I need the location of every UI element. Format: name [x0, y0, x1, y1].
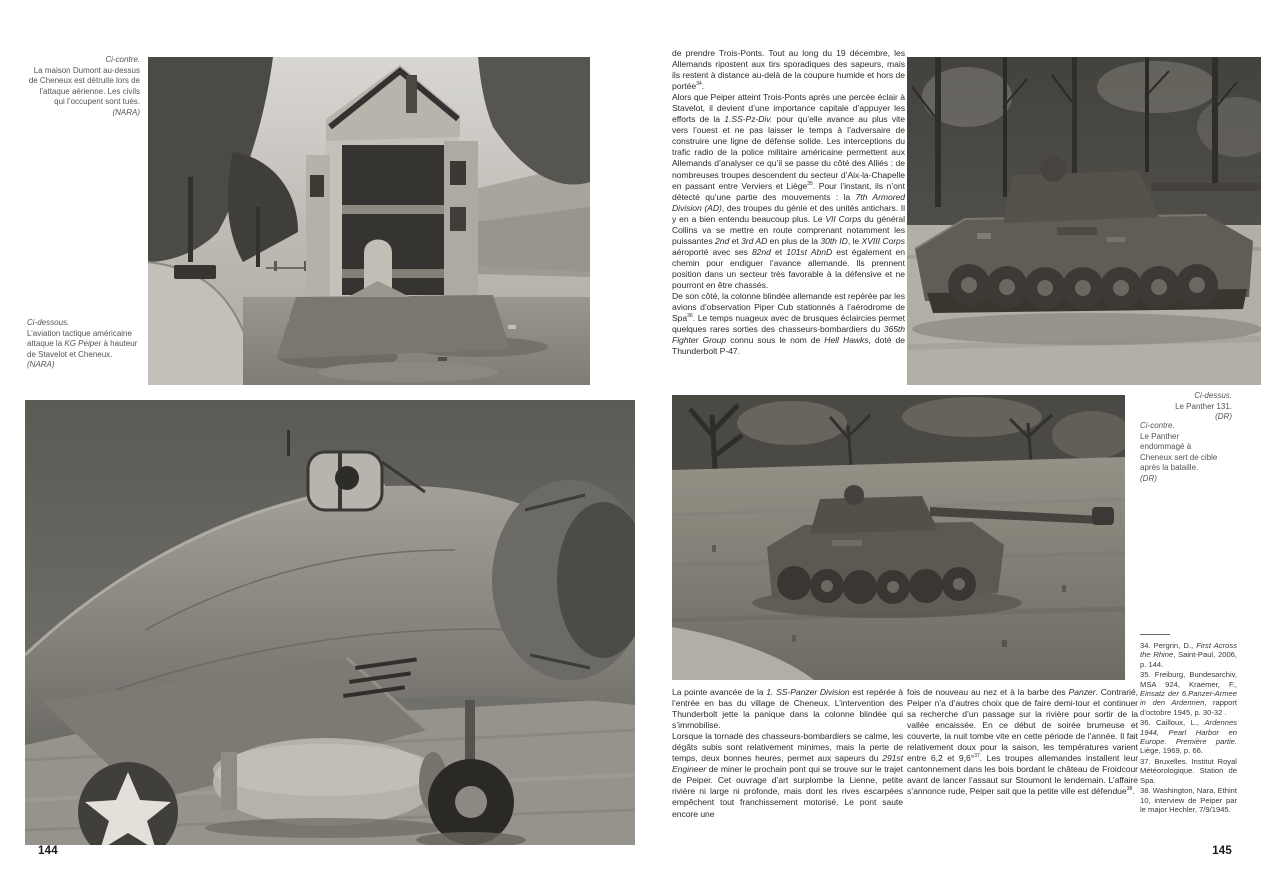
- footnote: 38. Washington, Nara, Ethint 10, interview de Peiper par le major Hechler, 7/9/1945.: [1140, 786, 1237, 815]
- photo-ruined-house: [148, 57, 590, 385]
- paragraph: fois de nouveau au nez et à la barbe des Panzer. Contrarié, Peiper n’a d’autres choix que de faire demi-tour et continuer sa recherche d’un passage sur la rivière pour sortir de la vallée encaissée. En ce début de soirée brumeuse et couverte, la nuit tombe vite en cette période de l’année. Il fait relativement doux pour la saison, les températures varient entre 6,2 et 9,6°$^{37}$. Les troupes allemandes installent leur cantonnement dans les bois bordant le château de Froidcour avant de lancer l’assaut sur Stoumont le lendemain. L’affaire s’annonce rude, Peiper sait que la petite ville est défendue$^{38}$.: [907, 687, 1139, 797]
- footnotes-column: [1140, 641, 1237, 816]
- photo-panther-131: [907, 57, 1261, 385]
- paragraph: de prendre Trois-Ponts. Tout au long du 19 décembre, les Allemands ripostent aux tirs sporadiques des sapeurs, mais ils restent à distance au-delà de la coupure humide et hors de portée$^{34}$.: [672, 48, 905, 92]
- caption-aviation-attack: Ci-dessous. L’aviation tactique américaine attaque la KG Peiper à hauteur de Stavelot et Cheneux. (NARA): [27, 318, 138, 370]
- caption-panther-131: Ci-dessus. Le Panther 131. (DR): [1175, 391, 1232, 422]
- paragraph: La pointe avancée de la 1. SS-Panzer Division est repérée à l’entrée en bas du village de Cheneux. L’intervention des Thunderbolt jette la panique dans la colonne blindée qui s’immobilise.: [672, 687, 904, 731]
- photo-p47-thunderbolt: [25, 400, 635, 845]
- caption-panther-target: Ci-contre. Le Panther endommagé à Cheneux sert de cible après la bataille. (DR): [1140, 421, 1218, 483]
- footnote: 37. Bruxelles. Institut Royal Météorologique. Station de Spa.: [1140, 757, 1237, 785]
- paragraph: De son côté, la colonne blindée allemande est repérée par les avions d’observation Piper Cub stationnés à l’aérodrome de Spa$^{36}$. Le temps nuageux avec de brusques éclaircies permet quelques rares sorties des chasseurs-bombardiers du 365th Fighter Group connu sous le nom de Hell Hawks, doté de Thunderbolt P-47.: [672, 291, 905, 357]
- photo-panther-field: [672, 395, 1125, 680]
- page-number-145: 145: [1212, 845, 1232, 857]
- footnote: 35. Freiburg, Bundesarchiv, MSA 924, Kraemer, F., Einsatz der 6.Panzer-Armee in den Ardennen, rapport d’octobre 1945, p. 30-32 .: [1140, 670, 1237, 717]
- page-number-144: 144: [38, 845, 58, 857]
- paragraph: Alors que Peiper atteint Trois-Ponts après une percée éclair à Stavelot, il devient d’une importance capitale d’appuyer les efforts de la 1.SS-Pz-Div. pour qu’elle avance au plus vite vers l’ouest et ne pas laisser le temps à l’adversaire de construire une ligne de défense solide. Les interceptions du trafic radio de la police militaire américaine permettent aux Allemands d’analyser ce qu’il se passe du côté des Alliés : de nombreuses troupes descendent du secteur d’Aix-la-Chapelle en passant entre Verviers et Liège$^{35}$. Pour l’instant, ils n’ont détecté qu’une partie des mouvements : la 7th Armored Division (AD), des troupes du génie et des unités antichars. Il y en a bien entendu beaucoup plus. Le VII Corps du général Collins va se mettre en route comprenant notamment les puissantes 2nd et 3rd AD en plus de la 30th ID, le XVIII Corps aéroporté avec ses 82nd et 101st AbnD est également en chemin pour endiguer l’avance allemande. Ils prennent position dans un secteur très favorable à la défensive et ne pourront en être chassés.: [672, 92, 906, 290]
- footnote-rule: [1140, 634, 1170, 635]
- paragraph: Lorsque la tornade des chasseurs-bombardiers se calme, les dégâts subis sont relativement minimes, mais la perte de temps, deux bonnes heures, permet aux sapeurs du 291st Engineer de miner le prochain pont qui se trouve sur le trajet de Peiper. Cet ouvrage d’art surplombe la Lienne, petite rivière ni large ni profonde, mais dont les rives escarpées empêchent tout franchissement motorisé. Le pont saute encore une: [672, 731, 903, 819]
- caption-ruined-house: Ci-contre. La maison Dumont au-dessus de Cheneux est détruite lors de l’attaque aérienne. Les civils qui l’occupent sont tués. (NARA): [28, 55, 140, 117]
- bottom-right-text-column: [907, 687, 1138, 797]
- main-text-column: [672, 48, 905, 357]
- footnote: 36. Cailloux, L., Ardennes 1944, Pearl Harbor en Europe. Première partie. Liège, 1969, p. 66.: [1140, 718, 1237, 756]
- footnote: 34. Pergrin, D., First Across the Rhine, Saint-Paul, 2006, p. 144.: [1140, 641, 1238, 669]
- bottom-left-text-column: [672, 687, 903, 820]
